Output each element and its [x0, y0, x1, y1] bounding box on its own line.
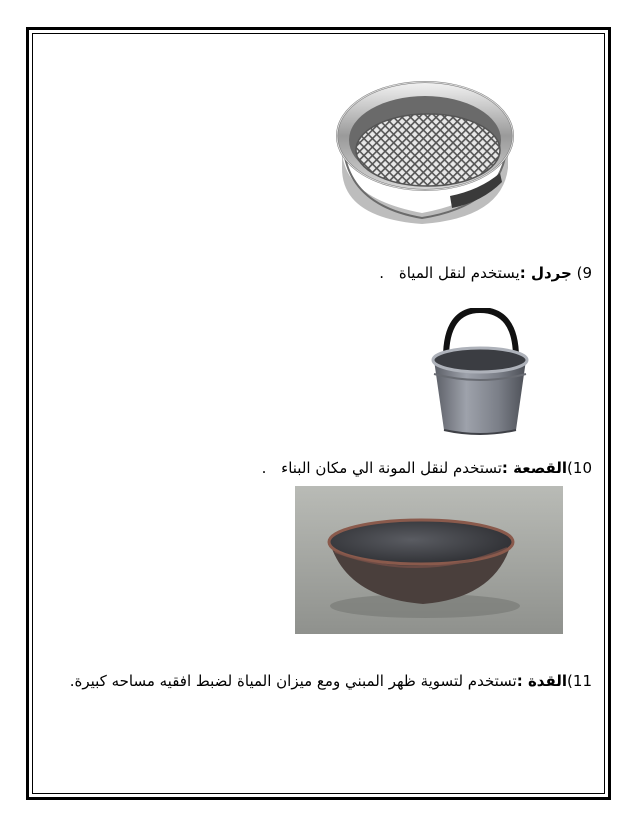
sieve-image	[330, 78, 516, 228]
item-9-term: جردل :	[519, 264, 572, 282]
item-10-term: القصعة :	[501, 459, 568, 477]
item-9-number: 9)	[576, 264, 592, 282]
item-10-period: .	[261, 459, 267, 477]
item-10-number: 10)	[567, 459, 592, 477]
item-11-description: تستخدم لتسوية ظهر المبني ومع ميزان المياة لضبط افقيه مساحه كبيرة.	[69, 672, 517, 690]
item-9-line	[379, 264, 592, 282]
item-9-description: يستخدم لنقل المياة	[398, 264, 520, 282]
item-10-description: تستخدم لنقل المونة الي مكان البناء	[281, 459, 502, 477]
item-11-line	[70, 672, 592, 690]
item-11-number: 11)	[567, 672, 592, 690]
bucket-image	[428, 308, 532, 436]
item-11-term: القدة :	[516, 672, 568, 690]
item-9-period: .	[379, 264, 385, 282]
item-10-line	[262, 459, 592, 477]
pan-image	[295, 486, 563, 634]
